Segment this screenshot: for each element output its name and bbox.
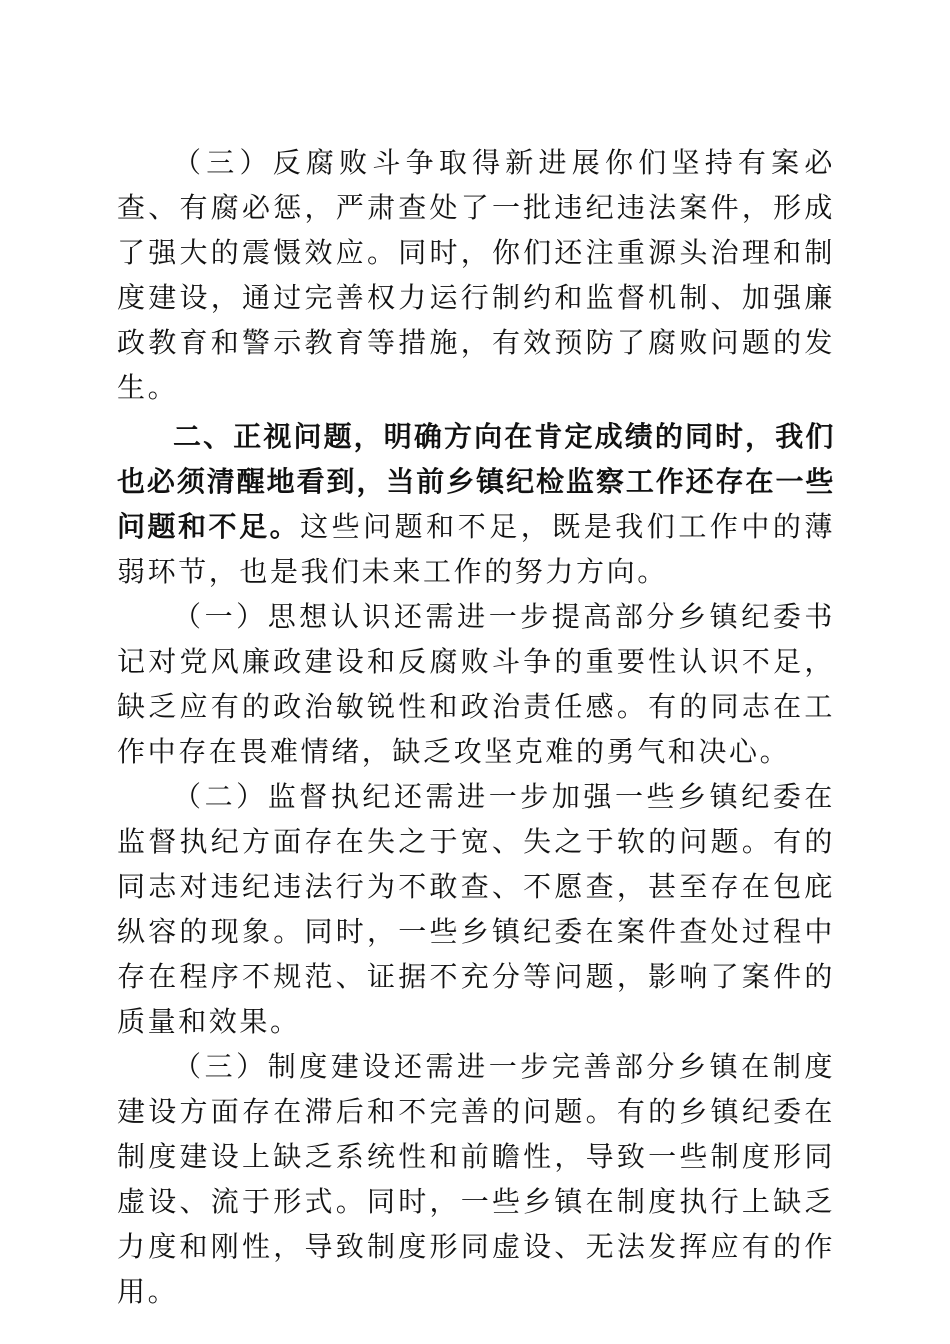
paragraph-system-building [117,1044,835,1314]
document-body [117,140,835,1314]
paragraph-ideological-awareness [117,594,835,774]
paragraph-text: （二）监督执纪还需进一步加强一些乡镇纪委在监督执纪方面存在失之于宽、失之于软的问题。有的同志对违纪违法行为不敢查、不愿查，甚至存在包庇纵容的现象。同时，一些乡镇纪委在案件查处过程中存在程序不规范、证据不充分等问题，影响了案件的质量和效果。 [117,780,835,1038]
paragraph-supervision-discipline [117,774,835,1044]
paragraph-text: （一）思想认识还需进一步提高部分乡镇纪委书记对党风廉政建设和反腐败斗争的重要性认识不足，缺乏应有的政治敏锐性和政治责任感。有的同志在工作中存在畏难情绪，缺乏攻坚克难的勇气和决心。 [117,600,835,768]
paragraph-text: （三）制度建设还需进一步完善部分乡镇在制度建设方面存在滞后和不完善的问题。有的乡镇纪委在制度建设上缺乏系统性和前瞻性，导致一些制度形同虚设、流于形式。同时，一些乡镇在制度执行上缺乏力度和刚性，导致制度形同虚设、无法发挥应有的作用。 [117,1050,835,1308]
section-heading-lead: 二、正视问题，明确方向在肯定成绩的同时，我们也必须清醒地看到，当前乡镇纪检监察工作还存在一些问题和不足。 [117,420,835,543]
paragraph-text: 这些问题和不足，既是我们工作中的薄弱环节，也是我们未来工作的努力方向。 [117,510,835,588]
paragraph-anticorruption-progress [117,140,835,410]
section-heading-face-problems [117,414,835,594]
paragraph-text: （三）反腐败斗争取得新进展你们坚持有案必查、有腐必惩，严肃查处了一批违纪违法案件，形成了强大的震慑效应。同时，你们还注重源头治理和制度建设，通过完善权力运行制约和监督机制、加强廉政教育和警示教育等措施，有效预防了腐败问题的发生。 [117,146,835,404]
